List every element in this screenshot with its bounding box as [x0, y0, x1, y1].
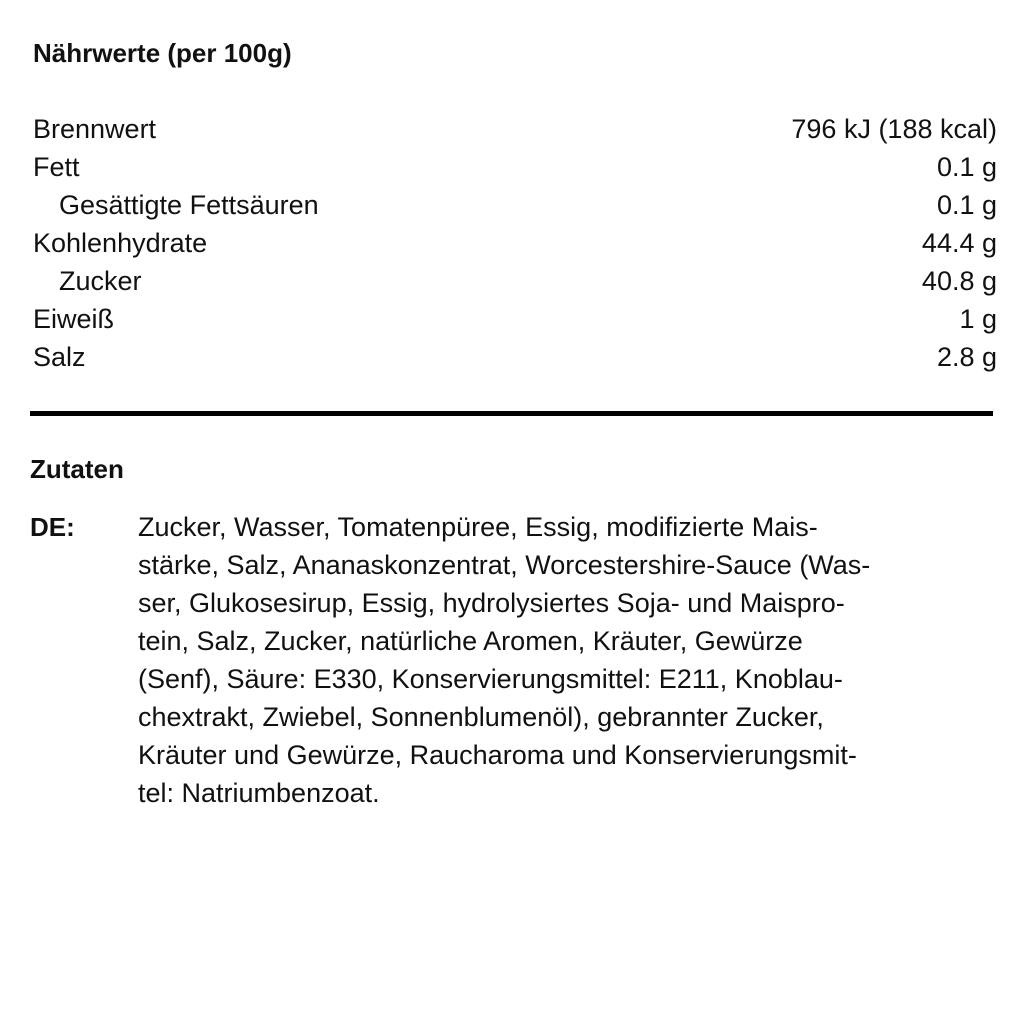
nutrition-row-salt: [33, 338, 997, 376]
nutrient-value: 0.1 g: [936, 190, 997, 220]
nutrition-row-sugar: [33, 262, 997, 300]
ingredients-line: stärke, Salz, Ananaskonzentrat, Worcestershire-Sauce (Was-: [138, 550, 871, 580]
ingredients-line: (Senf), Säure: E330, Konservierungsmittel: E211, Knoblau-: [138, 664, 843, 694]
nutrient-name: Eiweiß: [33, 304, 115, 334]
ingredients-line: Kräuter und Gewürze, Raucharoma und Konservierungsmit-: [138, 740, 857, 770]
ingredients-line: tein, Salz, Zucker, natürliche Aromen, Kräuter, Gewürze: [138, 626, 803, 656]
nutrition-title: Nährwerte (per 100g): [33, 38, 292, 68]
nutrient-value: 0.1 g: [936, 152, 997, 182]
nutrition-row-carbohydrates: [33, 224, 997, 262]
nutrient-name: Fett: [33, 152, 80, 182]
ingredients-title: Zutaten: [30, 454, 124, 484]
nutrient-value: 44.4 g: [921, 228, 997, 258]
nutrition-table: [33, 110, 997, 376]
ingredients-line: ser, Glukosesirup, Essig, hydrolysiertes Soja- und Maispro-: [138, 588, 845, 618]
nutrient-name: Zucker: [59, 266, 142, 296]
language-code: DE:: [30, 512, 75, 542]
nutrient-name: Kohlenhydrate: [33, 228, 208, 258]
ingredients-text: [138, 508, 998, 812]
nutrient-name: Brennwert: [33, 114, 157, 144]
nutrient-value: 40.8 g: [921, 266, 997, 296]
nutrient-value: 1 g: [959, 304, 997, 334]
section-divider: [30, 411, 993, 416]
nutrient-name: Salz: [33, 342, 86, 372]
nutrient-value: 796 kJ (188 kcal): [791, 114, 997, 144]
nutrition-row-saturated-fat: [33, 186, 997, 224]
nutrient-value: 2.8 g: [936, 342, 997, 372]
nutrition-row-energy: [33, 110, 997, 148]
ingredients-line: Zucker, Wasser, Tomatenpüree, Essig, modifizierte Mais-: [138, 512, 818, 542]
nutrition-row-protein: [33, 300, 997, 338]
nutrition-row-fat: [33, 148, 997, 186]
ingredients-line: tel: Natriumbenzoat.: [138, 778, 380, 808]
ingredients-line: chextrakt, Zwiebel, Sonnenblumenöl), gebrannter Zucker,: [138, 702, 824, 732]
nutrient-name: Gesättigte Fettsäuren: [59, 190, 319, 220]
